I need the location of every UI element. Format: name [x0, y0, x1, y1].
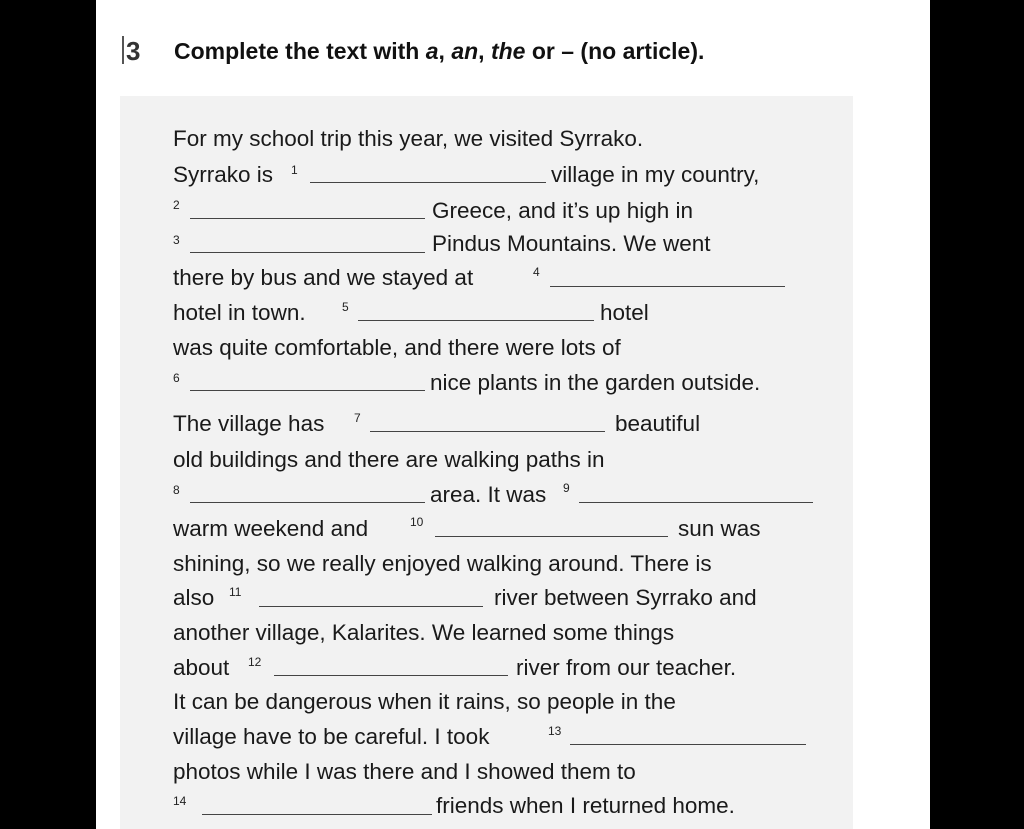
passage-line: old buildings and there are walking paths in: [173, 447, 605, 472]
gap-number: 1: [291, 163, 298, 177]
passage-line: hotel: [600, 300, 649, 325]
answer-blank-14[interactable]: [202, 814, 432, 815]
passage-line: For my school trip this year, we visited Syrrako.: [173, 126, 644, 151]
gap-number: 8: [173, 483, 180, 497]
passage-line: was quite comfortable, and there were lots of: [173, 335, 621, 360]
answer-blank-9[interactable]: [579, 502, 813, 503]
answer-blank-11[interactable]: [259, 606, 483, 607]
margin-bar: [122, 36, 124, 64]
gap-number: 9: [563, 481, 570, 495]
passage-line: beautiful: [615, 411, 701, 436]
passage-line: another village, Kalarites. We learned some things: [173, 620, 675, 645]
passage-line: river from our teacher.: [516, 655, 737, 680]
passage-line: Greece, and it’s up high in: [432, 198, 694, 223]
passage-line: friends when I returned home.: [436, 793, 735, 818]
gap-number: 6: [173, 371, 180, 385]
answer-blank-5[interactable]: [358, 320, 594, 321]
worksheet-page: [96, 0, 930, 829]
passage-line: The village has: [173, 411, 325, 436]
passage-line: there by bus and we stayed at: [173, 265, 474, 290]
passage-line: hotel in town.: [173, 300, 306, 325]
gap-number: 5: [342, 300, 349, 314]
passage-line: Pindus Mountains. We went: [432, 231, 711, 256]
answer-blank-12[interactable]: [274, 675, 508, 676]
passage-line: warm weekend and: [173, 516, 369, 541]
passage-line: nice plants in the garden outside.: [430, 370, 761, 395]
text-box: [120, 96, 853, 829]
gap-number: 2: [173, 198, 180, 212]
answer-blank-4[interactable]: [550, 286, 785, 287]
answer-blank-3[interactable]: [190, 252, 425, 253]
passage-line: sun was: [678, 516, 761, 541]
answer-blank-2[interactable]: [190, 218, 425, 219]
passage-line: Syrrako is: [173, 162, 274, 187]
answer-blank-7[interactable]: [370, 431, 605, 432]
gap-number: 3: [173, 233, 180, 247]
passage-line: river between Syrrako and: [494, 585, 757, 610]
gap-number: 10: [410, 515, 424, 529]
answer-blank-13[interactable]: [570, 744, 806, 745]
gap-number: 14: [173, 794, 187, 808]
passage-line: village have to be careful. I took: [173, 724, 490, 749]
gap-number: 4: [533, 265, 540, 279]
gap-number: 13: [548, 724, 562, 738]
passage-line: shining, so we really enjoyed walking around. There is: [173, 551, 712, 576]
passage-line: about: [173, 655, 230, 680]
answer-blank-6[interactable]: [190, 390, 425, 391]
passage-line: also: [173, 585, 215, 610]
answer-blank-8[interactable]: [190, 502, 425, 503]
passage-line: area. It was: [430, 482, 547, 507]
gap-number: 12: [248, 655, 262, 669]
answer-blank-1[interactable]: [310, 182, 546, 183]
passage-line: photos while I was there and I showed them to: [173, 759, 636, 784]
gap-number: 7: [354, 411, 361, 425]
exercise-number: [122, 36, 140, 67]
gap-number: 11: [229, 585, 242, 599]
answer-blank-10[interactable]: [435, 536, 668, 537]
passage-line: It can be dangerous when it rains, so people in the: [173, 689, 676, 714]
exercise-instruction: Complete the text with a, an, the or – (no article).: [174, 38, 705, 64]
passage-line: village in my country,: [551, 162, 760, 187]
exercise-number-text: 3: [126, 36, 141, 66]
